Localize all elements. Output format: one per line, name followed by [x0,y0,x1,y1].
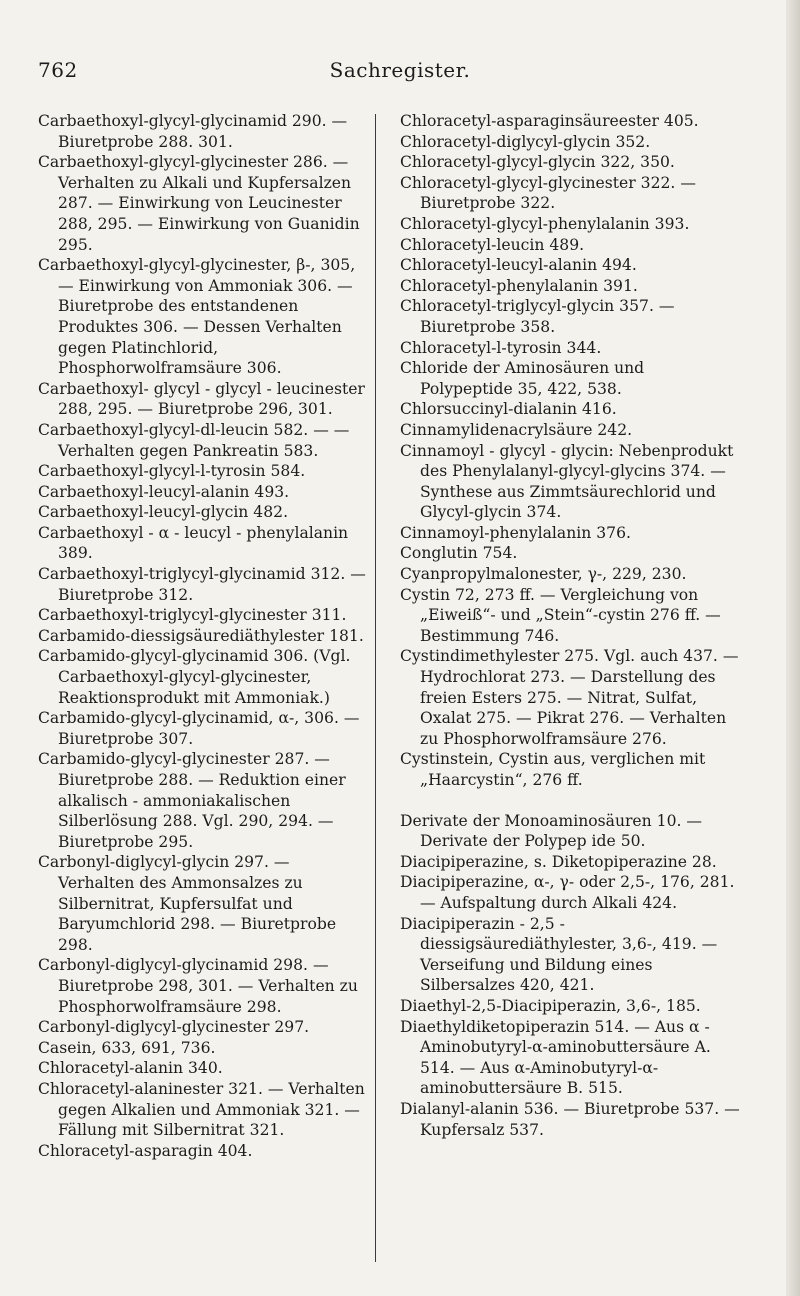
page-header [38,58,762,88]
index-entry: Casein, 633, 691, 736. [38,1038,216,1057]
index-entry: Carbamido-glycyl-glycinamid 306. (Vgl. Carbaethoxyl-glycyl-glycinester, Reaktionsprodukt mit Ammoniak.) [38,647,351,707]
index-entry: Carbonyl-diglycyl-glycinester 297. [38,1018,310,1037]
index-entry: Chloracetyl-alanin 340. [38,1059,223,1078]
index-entry: Carbamido-glycyl-glycinamid, α-, 306. — Biuretprobe 307. [38,709,360,748]
index-entry: Conglutin 754. [400,544,518,563]
index-entry: Cinnamylidenacrylsäure 242. [400,420,633,439]
index-entry: Cystin 72, 273 ff. — Vergleichung von „Eiweiß“- und „Stein“-cystin 276 ff. — Bestimmung 746. [400,585,721,645]
index-entry: Chloracetyl-triglycyl-glycin 357. — Biuretprobe 358. [400,297,675,336]
index-entry: Carbamido-glycyl-glycinester 287. — Biuretprobe 288. — Reduktion einer alkalisch - ammoniakalischen Silberlösung 288. Vgl. 290, 294. — Biuretprobe 295. [38,750,346,851]
index-entry: Carbonyl-diglycyl-glycinamid 298. — Biuretprobe 298, 301. — Verhalten zu Phosphorwolframsäure 298. [38,956,358,1016]
index-entry: Diaethyl-2,5-Diacipiperazin, 3,6-, 185. [400,996,701,1015]
index-entry: Derivate der Monoaminosäuren 10. — Derivate der Polypep ide 50. [400,811,703,851]
index-entry: Diacipiperazin - 2,5 - diessigsäurediäthylester, 3,6-, 419. — Verseifung und Bildung eines Silbersalzes 420, 421. [400,914,718,995]
index-entry: Dialanyl-alanin 536. — Biuretprobe 537. — Kupfersalz 537. [400,1099,740,1139]
index-entry: Chloracetyl-alaninester 321. — Verhalten gegen Alkalien und Ammoniak 321. — Fällung mit Silbernitrat 321. [38,1079,365,1140]
index-entry: Carbaethoxyl-triglycyl-glycinamid 312. — Biuretprobe 312. [38,565,366,604]
index-entry: Carbamido-diessigsäurediäthylester 181. [38,626,364,645]
index-entry: Cinnamoyl - glycyl - glycin: Nebenprodukt des Phenylalanyl-glycyl-glycins 374. — Synthese aus Zimmtsäurechlorid und Glycyl-glycin 374. [400,441,734,522]
left-column [38,111,368,1161]
index-entry: Chloracetyl-glycyl-glycinester 322. — Biuretprobe 322. [400,173,696,213]
index-entry: Chloracetyl-phenylalanin 391. [400,276,638,295]
index-entry: Diaethyldiketopiperazin 514. — Aus α - Aminobutyryl-α-aminobuttersäure A. 514. — Aus α-Aminobutyryl-α-aminobuttersäure B. 515. [400,1017,711,1098]
index-entry: Chloracetyl-leucin 489. [400,235,585,254]
page-number: 762 [38,58,78,82]
index-entry: Chloracetyl-asparaginsäureester 405. [400,112,699,130]
column-divider [375,114,376,1262]
index-entry: Cystindimethylester 275. Vgl. auch 437. — Hydrochlorat 273. — Darstellung des freien Esters 275. — Nitrat, Sulfat, Oxalat 275. — Pikrat 276. — Verhalten zu Phosphorwolframsäure 276. [400,647,739,748]
index-entry: Carbaethoxyl-triglycyl-glycinester 311. [38,606,347,625]
index-entry: Carbaethoxyl-leucyl-alanin 493. [38,482,290,501]
index-entry: Carbaethoxyl - α - leucyl - phenylalanin 389. [38,523,349,563]
index-entry: Carbaethoxyl-glycyl-dl-leucin 582. — — Verhalten gegen Pankreatin 583. [38,420,350,460]
index-entry: Chloride der Aminosäuren und Polypeptide 35, 422, 538. [400,359,645,398]
running-title: Sachregister. [329,58,471,82]
index-entry: Diacipiperazine, α-, γ- oder 2,5-, 176, 281. — Aufspaltung durch Alkali 424. [400,873,735,912]
index-entry: Carbaethoxyl- glycyl - glycyl - leucinester 288, 295. — Biuretprobe 296, 301. [38,379,365,419]
index-entry: Chloracetyl-glycyl-glycin 322, 350. [400,153,675,172]
index-entry: Carbaethoxyl-glycyl-glycinester 286. — Verhalten zu Alkali und Kupfersalzen 287. — Einwirkung von Leucinester 288, 295. — Einwirkung von Guanidin 295. [38,153,360,254]
index-entry: Carbaethoxyl-leucyl-glycin 482. [38,503,289,522]
index-entry: Carbaethoxyl-glycyl-glycinester, β-, 305, — Einwirkung von Ammoniak 306. — Biuretprobe des entstandenen Produktes 306. — Dessen Verhalten gegen Platinchlorid, Phosphorwolframsäure 306. [38,256,356,378]
index-entry: Chloracetyl-asparagin 404. [38,1141,253,1160]
section-gap [400,791,740,811]
index-entry: Carbaethoxyl-glycyl-glycinamid 290. — Biuretprobe 288. 301. [38,112,348,151]
index-entry: Cystinstein, Cystin aus, verglichen mit „Haarcystin“, 276 ff. [400,750,706,789]
index-entry: Cinnamoyl-phenylalanin 376. [400,523,631,542]
index-entry: Chloracetyl-glycyl-phenylalanin 393. [400,214,690,233]
right-column [400,111,740,1140]
index-entry: Chloracetyl-leucyl-alanin 494. [400,256,637,275]
index-entry: Carbonyl-diglycyl-glycin 297. — Verhalten des Ammonsalzes zu Silbernitrat, Kupfersulfat und Baryumchlorid 298. — Biuretprobe 298. [38,853,337,954]
index-entry: Chlorsuccinyl-dialanin 416. [400,400,617,419]
page-edge-shadow [786,0,800,1296]
index-entry: Chloracetyl-diglycyl-glycin 352. [400,132,651,151]
index-entry: Carbaethoxyl-glycyl-l-tyrosin 584. [38,462,306,481]
index-entry: Cyanpropylmalonester, γ-, 229, 230. [400,565,687,584]
index-entry: Chloracetyl-l-tyrosin 344. [400,338,602,357]
index-entry: Diacipiperazine, s. Diketopiperazine 28. [400,852,717,871]
